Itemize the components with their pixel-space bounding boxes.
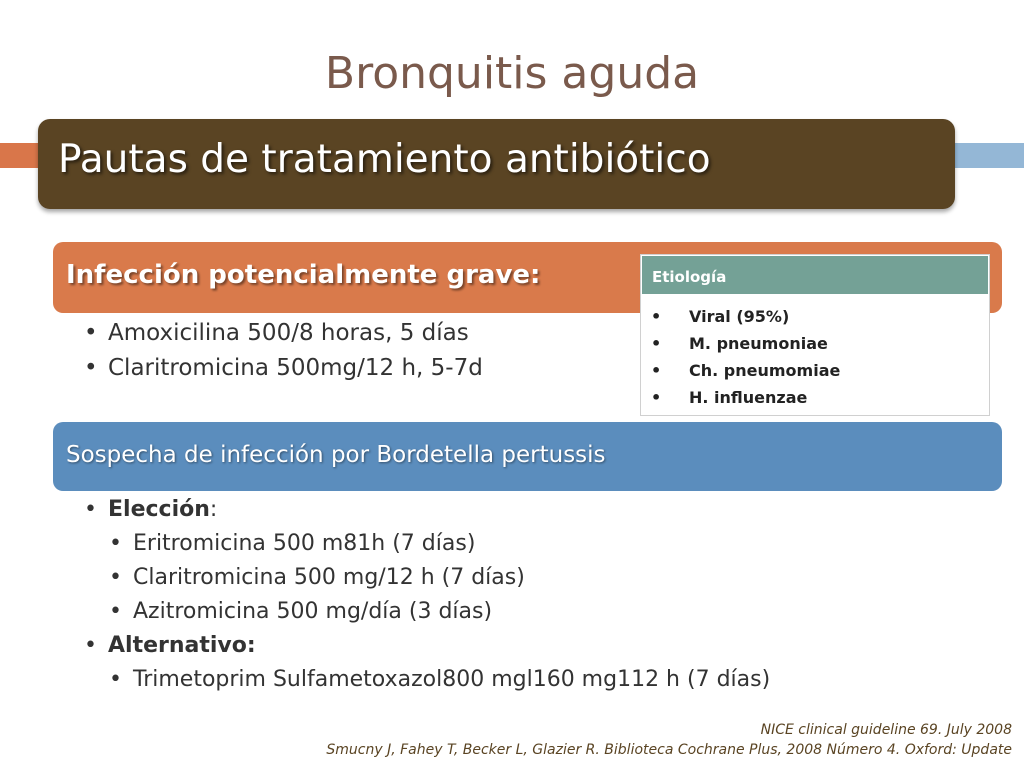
treatment-item: Eritromicina 500 m81h (7 días) [133,531,476,556]
list-item [84,663,770,697]
bullet-icon: • [84,320,98,346]
bullet-icon: • [651,334,662,353]
etiologia-box [640,254,990,416]
header-banner [38,119,955,209]
accent-bar-right [955,143,1024,168]
treatment-item: Amoxicilina 500/8 horas, 5 días [108,320,469,346]
treatment-item: Claritromicina 500 mg/12 h (7 días) [133,565,525,590]
severe-infection-heading: Infección potencialmente grave: [66,260,541,290]
treatment-item: Azitromicina 500 mg/día (3 días) [133,599,493,624]
slide-title: Bronquitis aguda [324,48,700,99]
bullet-icon: • [109,531,122,556]
treatment-item: Claritromicina 500mg/12 h, 5-7d [108,355,483,381]
bullet-icon: • [84,355,98,381]
list-item [84,527,770,561]
list-item [641,303,989,330]
eleccion-label: Elección [108,497,210,522]
list-item [84,561,770,595]
treatment-item: Trimetoprim Sulfametoxazol800 mgl160 mg112 h (7 días) [133,667,771,692]
severe-treatment-list [84,316,483,386]
etiologia-list [641,303,989,411]
bullet-icon: • [651,361,662,380]
etiologia-item: M. pneumoniae [689,334,828,353]
accent-bar-left [0,143,40,168]
etiologia-item: Ch. pneumomiae [689,361,841,380]
reference-line: NICE clinical guideline 69. July 2008 [760,722,1012,738]
list-item [641,384,989,411]
eleccion-colon: : [209,497,218,522]
reference-line: Smucny J, Fahey T, Becker L, Glazier R. Biblioteca Cochrane Plus, 2008 Número 4. Oxford: Update [326,742,1012,758]
header-text: Pautas de tratamiento antibiótico [58,137,711,182]
list-item [84,493,770,527]
pertussis-treatment-list [84,493,770,697]
bullet-icon: • [109,599,122,624]
list-item [84,351,483,386]
list-item [641,330,989,357]
bullet-icon: • [651,307,662,326]
bullet-icon: • [84,633,97,658]
bullet-icon: • [109,565,122,590]
bullet-icon: • [84,497,97,522]
list-item [84,629,770,663]
alternativo-label: Alternativo: [108,633,256,658]
bullet-icon: • [651,388,662,407]
list-item [84,316,483,351]
list-item [641,357,989,384]
etiologia-item: Viral (95%) [689,307,790,326]
list-item [84,595,770,629]
references [326,720,1012,760]
etiologia-item: H. influenzae [689,388,808,407]
etiologia-heading: Etiología [641,255,989,295]
bullet-icon: • [109,667,122,692]
pertussis-banner [53,422,1002,491]
pertussis-heading: Sospecha de infección por Bordetella pertussis [66,442,606,468]
